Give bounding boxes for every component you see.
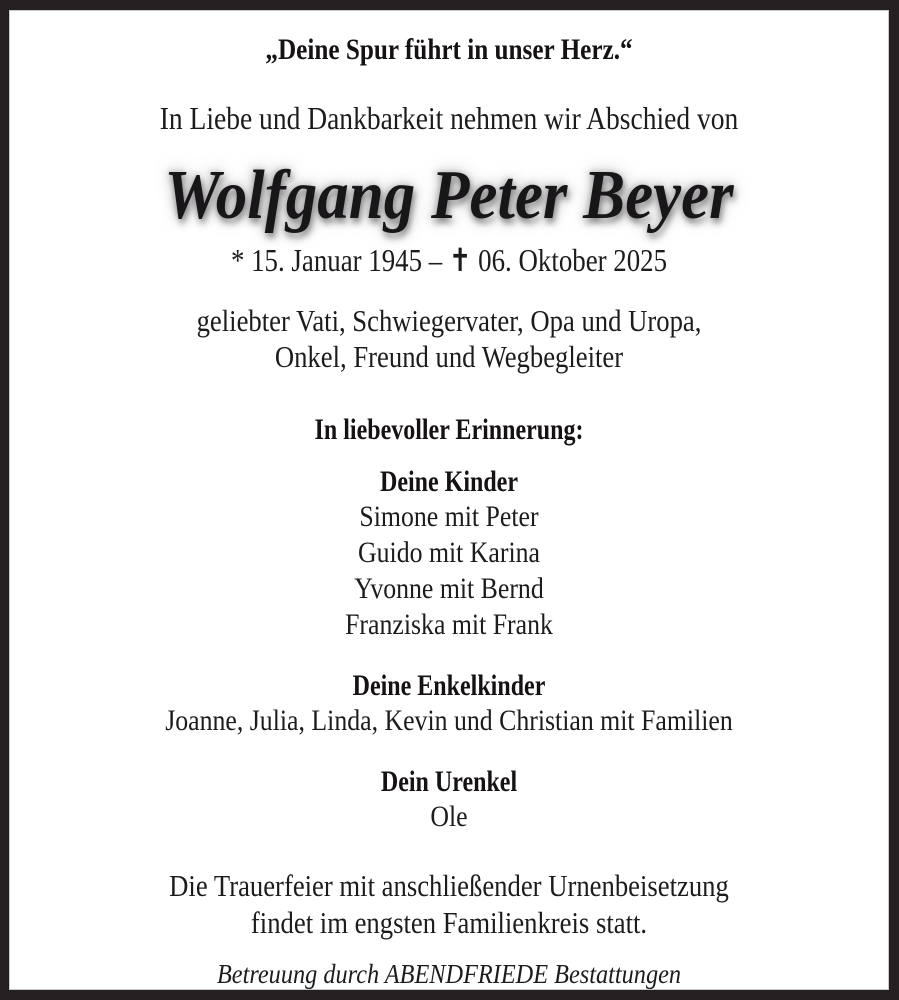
life-dates: * 15. Januar 1945 – ✝ 06. Oktober 2025 (230, 242, 668, 278)
mourner-name: Guido mit Karina (357, 536, 540, 569)
group-enkel-list (10, 703, 888, 739)
relations-block (10, 303, 888, 375)
memory-heading: In liebevoller Erinnerung: (314, 413, 584, 446)
mourners-line: Joanne, Julia, Linda, Kevin und Christian mit Familien (165, 704, 733, 737)
relation-line: geliebter Vati, Schwiegervater, Opa und Uropa, (196, 303, 702, 338)
funeral-info-line: findet im engsten Familienkreis statt. (250, 905, 648, 940)
relation-line: Onkel, Freund und Wegbegleiter (274, 339, 624, 374)
mourner-name: Ole (430, 800, 468, 833)
quote-text: „Deine Spur führt in unser Herz.“ (265, 33, 633, 66)
group-heading-urenkel: Dein Urenkel (380, 765, 518, 798)
intro-text: In Liebe und Dankbarkeit nehmen wir Abschied von (159, 100, 739, 136)
obituary-page (9, 10, 889, 990)
mourner-name: Yvonne mit Bernd (354, 572, 544, 605)
group-urenkel-list (10, 799, 888, 835)
funeral-info-line: Die Trauerfeier mit anschließender Urnenbeisetzung (169, 868, 729, 903)
mourner-name: Simone mit Peter (359, 500, 539, 533)
deceased-name: Wolfgang Peter Beyer (164, 157, 734, 234)
mourner-name: Franziska mit Frank (345, 608, 553, 641)
group-heading-kinder: Deine Kinder (380, 465, 518, 498)
funeral-info-block (10, 867, 888, 941)
funeral-home-note: Betreuung durch ABENDFRIEDE Bestattungen (216, 959, 682, 989)
group-heading-enkelkinder: Deine Enkelkinder (352, 669, 546, 702)
group-kinder-list (10, 499, 888, 643)
